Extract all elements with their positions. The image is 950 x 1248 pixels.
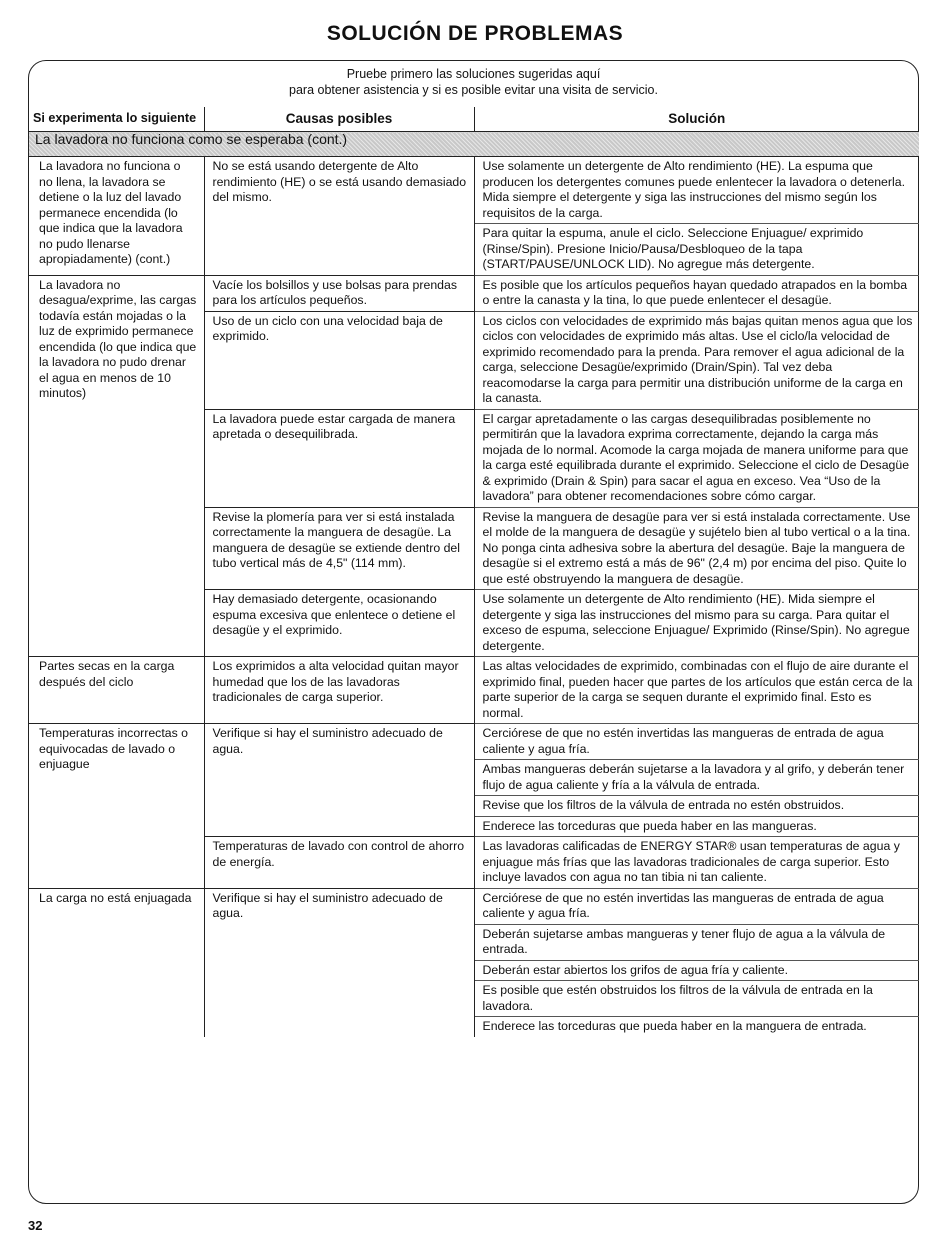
intro-line-2: para obtener asistencia y si es posible evitar una visita de servicio. — [289, 83, 658, 97]
solution-cell: Para quitar la espuma, anule el ciclo. Seleccione Enjuague/ exprimido (Rinse/Spin). Presione Inicio/Pausa/Desbloqueo de la tapa (START/PAUSE/UNLOCK LID). No agregue más detergente. — [474, 224, 919, 276]
solution-cell: Deberán sujetarse ambas mangueras y tener flujo de agua a la válvula de entrada. — [474, 924, 919, 960]
table-row — [29, 275, 919, 311]
cause-cell: Verifique si hay el suministro adecuado de agua. — [204, 888, 474, 1037]
solution-cell: Use solamente un detergente de Alto rendimiento (HE). Mida siempre el detergente y siga las instrucciones del mismo para su carga. Para quitar el exceso de espuma, seleccione Enjuague/ Exprimido (Rinse/Spin). No agregue detergente. — [474, 590, 919, 657]
table-row — [29, 157, 919, 224]
section-header-row — [29, 132, 919, 157]
table-body — [29, 132, 919, 1037]
page-number: 32 — [28, 1218, 43, 1233]
solution-cell: Las lavadoras calificadas de ENERGY STAR® usan temperaturas de agua y enjuague más frías que las lavadoras tradicionales de carga superior. Esto incluye lavados con agua no tan tibia ni tan caliente. — [474, 837, 919, 889]
solution-cell: Ambas mangueras deberán sujetarse a la lavadora y al grifo, y deberán tener flujo de agua caliente y fría a la válvula de entrada. — [474, 760, 919, 796]
page-title: SOLUCIÓN DE PROBLEMAS — [326, 22, 624, 45]
cause-cell: La lavadora puede estar cargada de manera apretada o desequilibrada. — [204, 409, 474, 507]
intro-text — [28, 66, 919, 98]
symptom-cell: Partes secas en la carga después del ciclo — [29, 657, 204, 724]
cause-cell: Revise la plomería para ver si está instalada correctamente la manguera de desagüe. La manguera de desagüe se extiende dentro del tubo vertical más de 4,5" (114 mm). — [204, 507, 474, 590]
solution-cell: Enderece las torceduras que pueda haber en la manguera de entrada. — [482, 1019, 867, 1033]
solution-cell: Los ciclos con velocidades de exprimido más bajas quitan menos agua que los ciclos con velocidades de exprimido más altas. Use el ciclo/la velocidad de exprimido recomendado para la prenda. Para remover el agua adicional de la carga, seleccione Desagüe/exprimido (Drain/Spin). Tal vez deba reacomodarse la carga para permitir una distribución uniforme de la carga en la canasta. — [474, 311, 919, 409]
table-row — [29, 657, 919, 724]
solution-cell: Cerciórese de que no estén invertidas las mangueras de entrada de agua caliente y agua fría. — [474, 724, 919, 760]
solution-cell: Las altas velocidades de exprimido, combinadas con el flujo de aire durante el exprimido final, pueden hacer que partes de los artículos que están cerca de la parte superior de la carga se sequen durante el exprimido final. Esto es normal. — [474, 657, 919, 724]
solution-cell: Es posible que estén obstruidos los filtros de la válvula de entrada en la lavadora. — [474, 981, 919, 1017]
symptom-cell: La lavadora no desagua/exprime, las cargas todavía están mojadas o la luz de exprimido permanece encendida (lo que indica que la lavadora no pudo drenar el agua en menos de 10 minutos) — [29, 275, 204, 657]
intro-line-1: Pruebe primero las soluciones sugeridas aquí — [346, 67, 601, 81]
symptom-cell: Temperaturas incorrectas o equivocadas de lavado o enjuague — [29, 724, 204, 889]
troubleshooting-table — [29, 107, 919, 1037]
section-header: La lavadora no funciona como se esperaba (cont.) — [29, 132, 919, 157]
cause-cell: Uso de un ciclo con una velocidad baja de exprimido. — [204, 311, 474, 409]
table-row — [29, 888, 919, 924]
symptom-cell: La lavadora no funciona o no llena, la lavadora se detiene o la luz del lavado permanece encendida (lo que indica que la lavadora no pudo llenarse apropiadamente) (cont.) — [29, 157, 204, 276]
header-row — [29, 107, 919, 132]
column-header-symptom: Si experimenta lo siguiente — [29, 107, 204, 132]
solution-cell: Cerciórese de que no estén invertidas las mangueras de entrada de agua caliente y agua fría. — [474, 888, 919, 924]
cause-cell: No se está usando detergente de Alto rendimiento (HE) o se está usando demasiado del mismo. — [204, 157, 474, 276]
solution-cell: Revise que los filtros de la válvula de entrada no estén obstruidos. — [474, 796, 919, 817]
solution-cell: Es posible que los artículos pequeños hayan quedado atrapados en la bomba o entre la canasta y la tina, lo que puede enlentecer el desagüe. — [474, 275, 919, 311]
cause-cell: Temperaturas de lavado con control de ahorro de energía. — [204, 837, 474, 889]
solution-cell: Revise la manguera de desagüe para ver si está instalada correctamente. Use el molde de la manguera de desagüe y sujételo bien al tubo vertical o a la tina. No ponga cinta adhesiva sobre la abertura del desagüe. Baje la manguera de desagüe si el extremo está a más de 96" (2,4 m) por encima del piso. Quite lo que esté obstruyendo la manguera de desagüe. — [474, 507, 919, 590]
solution-cell: Use solamente un detergente de Alto rendimiento (HE). La espuma que producen los detergentes comunes puede enlentecer la lavadora o detenerla. Mida siempre el detergente y siga las instrucciones del mismo según los requisitos de la carga. — [474, 157, 919, 224]
column-header-solution: Solución — [474, 107, 919, 132]
cause-cell: Verifique si hay el suministro adecuado de agua. — [204, 724, 474, 837]
cause-cell: Hay demasiado detergente, ocasionando espuma excesiva que enlentece o detiene el desagüe y el exprimido. — [204, 590, 474, 657]
table-row — [29, 724, 919, 760]
cause-cell: Los exprimidos a alta velocidad quitan mayor humedad que los de las lavadoras tradicionales de carga superior. — [204, 657, 474, 724]
solution-cell: Enderece las torceduras que pueda haber en las mangueras. — [474, 816, 919, 837]
solution-cell: El cargar apretadamente o las cargas desequilibradas posiblemente no permitirán que la lavadora exprima correctamente, dejando la carga más mojada de lo normal. Acomode la carga mojada de manera uniforme para que la carga esté equilibrada durante el exprimido. Seleccione el ciclo de Desagüe & exprimido (Drain & Spin) para sacar el agua en exceso. Vea “Uso de la lavadora” para obtener recomendaciones sobre cómo cargar. — [474, 409, 919, 507]
symptom-cell: La carga no está enjuagada — [29, 888, 204, 1037]
solution-cell: Deberán estar abiertos los grifos de agua fría y caliente. — [474, 960, 919, 981]
column-header-cause: Causas posibles — [204, 107, 474, 132]
cause-cell: Vacíe los bolsillos y use bolsas para prendas para los artículos pequeños. — [204, 275, 474, 311]
